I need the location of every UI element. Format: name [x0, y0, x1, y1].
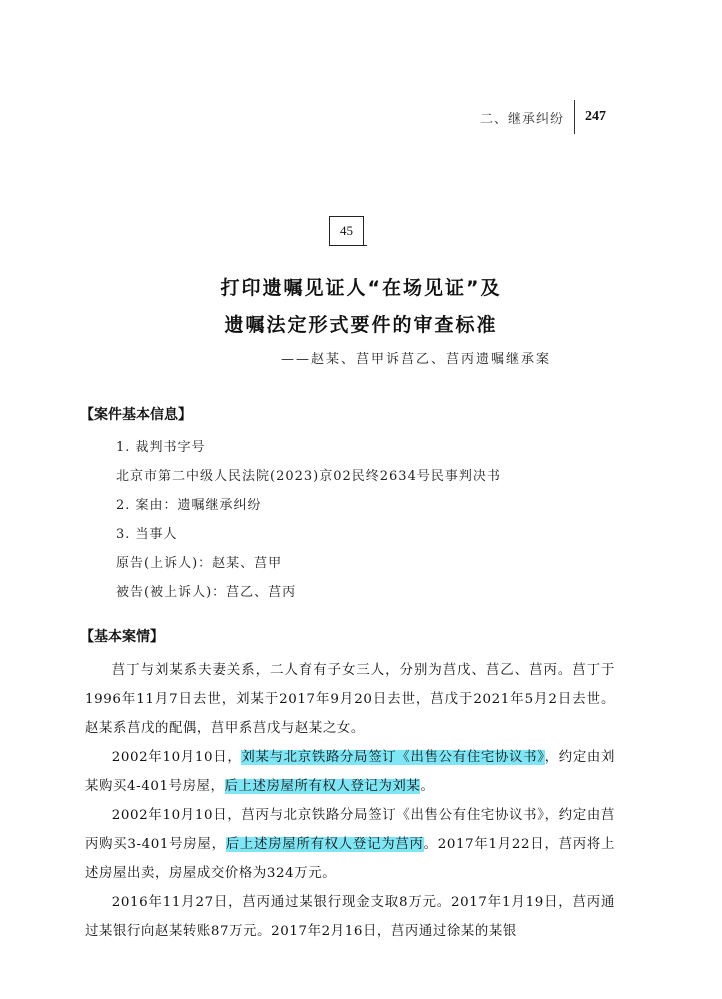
basic-info-heading: 【案件基本信息】 [80, 407, 192, 423]
case-facts-heading: 【基本案情】 [80, 629, 164, 645]
text-run: 。 [420, 779, 435, 794]
paragraph [85, 743, 615, 801]
page-number: 247 [585, 109, 606, 124]
info-line: 2. 案由：遗嘱继承纠纷 [116, 498, 262, 513]
case-facts-body [85, 656, 615, 946]
info-line: 原告(上诉人)：赵某、莒甲 [116, 556, 283, 571]
text-run: 2002年10月10日， [111, 750, 242, 765]
subtitle: ——赵某、莒甲诉莒乙、莒丙遗嘱继承案 [280, 352, 551, 367]
highlighted-text: 后上述房屋所有权人登记为刘某 [224, 779, 421, 794]
basic-info-list [116, 433, 616, 607]
info-line: 被告(被上诉人)：莒乙、莒丙 [116, 585, 297, 600]
case-number: 45 [340, 223, 353, 238]
text-run: 。2017年1月22日，莒丙将上述房屋出卖，房屋成交价格为324万元。 [85, 837, 615, 881]
title-line-1: 打印遗嘱见证人“在场见证”及 [220, 277, 502, 299]
paragraph [85, 801, 615, 888]
section-title: 二、继承纠纷 [479, 111, 564, 127]
highlighted-text: 刘某与北京铁路分局签订《出售公有住宅协议书》 [241, 750, 545, 765]
text-run: ，约定由刘某购买4-401号房屋， [85, 750, 616, 794]
info-line: 北京市第二中级人民法院(2023)京02民终2634号民事判决书 [116, 469, 501, 484]
info-line: 1. 裁判书字号 [116, 440, 206, 455]
case-number-box [329, 216, 364, 246]
highlighted-text: 后上述房屋所有权人登记为莒丙 [225, 837, 424, 852]
text-run: 2002年10月10日，莒丙与北京铁路分局签订《出售公有住宅协议书》，约定由莒丙购买3-401号房屋， [85, 808, 615, 852]
info-line: 3. 当事人 [116, 527, 178, 542]
running-header [480, 100, 606, 134]
title-line-2: 遗嘱法定形式要件的审查标准 [224, 314, 498, 336]
paragraph: 2016年11月27日，莒丙通过某银行现金支取8万元。2017年1月19日，莒丙通过某银行向赵某转账87万元。2017年2月16日，莒丙通过徐某的某银 [85, 895, 615, 939]
paragraph: 莒丁与刘某系夫妻关系，二人育有子女三人，分别为莒戊、莒乙、莒丙。莒丁于1996年11月7日去世，刘某于2017年9月20日去世，莒戊于2021年5月2日去世。赵某系莒戊的配偶，莒甲系莒戊与赵某之女。 [85, 663, 615, 736]
